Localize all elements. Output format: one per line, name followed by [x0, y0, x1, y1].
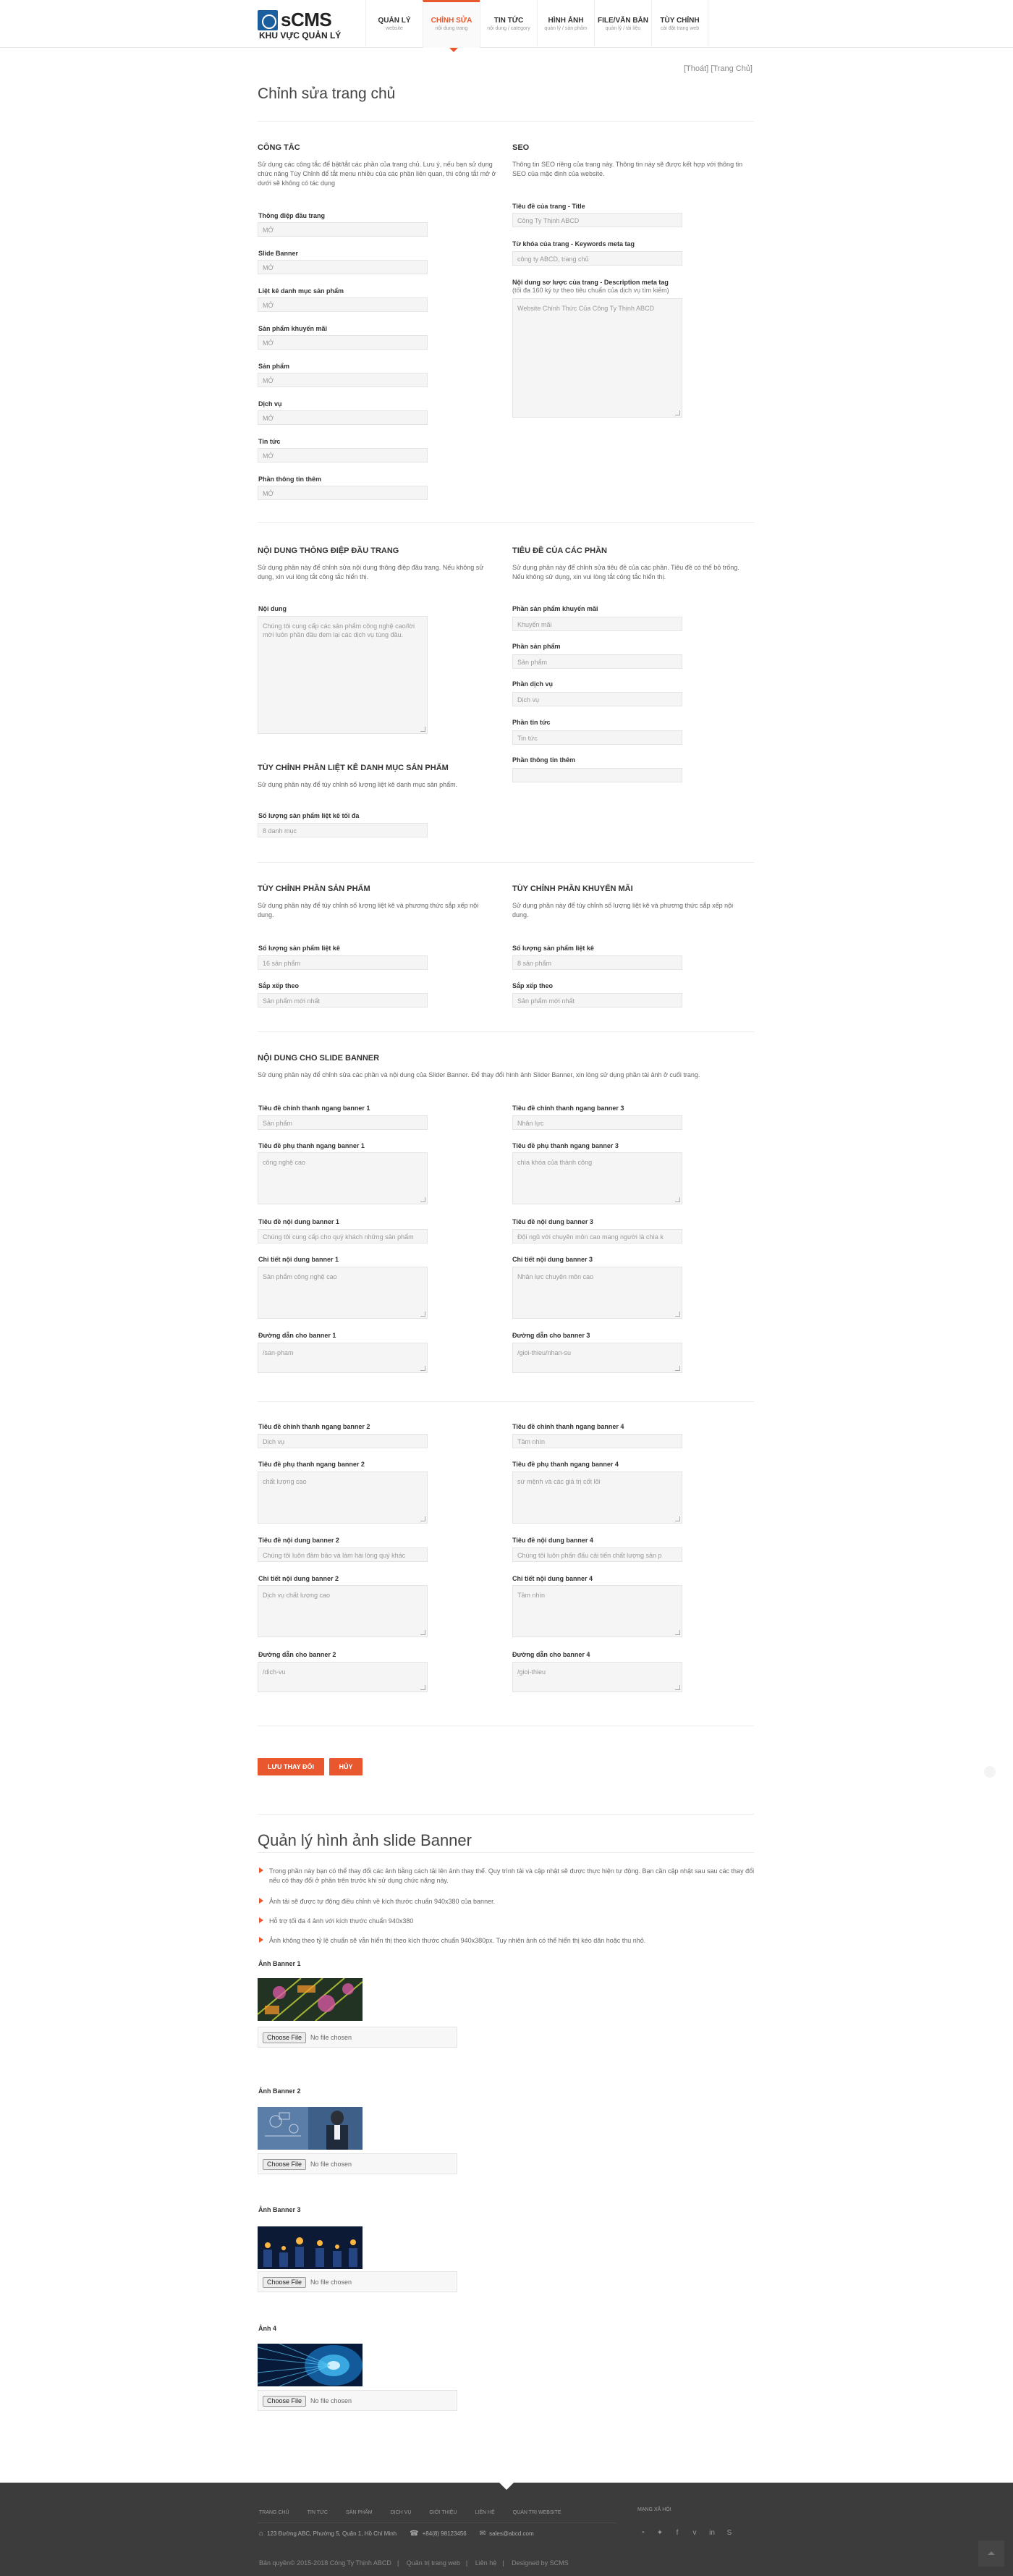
field-label: Phần thông tin thêm: [258, 476, 321, 483]
arrow-right-icon: [259, 1898, 263, 1904]
banner2-detail-textarea[interactable]: Dịch vụ chất lượng cao: [258, 1585, 428, 1637]
nav-item-tuy-chinh[interactable]: [651, 0, 708, 48]
nav-item-tin-tuc[interactable]: [480, 0, 537, 48]
switch-select[interactable]: MỞ: [258, 448, 428, 463]
switch-select[interactable]: MỞ: [258, 486, 428, 500]
nav-subtitle: website: [386, 26, 403, 31]
field-label: Nội dung: [258, 605, 287, 612]
field-label: Đường dẫn cho banner 4: [512, 1651, 590, 1658]
main-menu: [365, 0, 708, 48]
banner-image-1: [258, 1978, 363, 2021]
field-label: Tiêu đề nội dung banner 4: [512, 1537, 593, 1544]
section-heading: SEO: [512, 143, 530, 152]
field-label: Sản phẩm khuyến mãi: [258, 325, 328, 332]
page-title: Chỉnh sửa trang chủ: [258, 85, 396, 102]
divider: [258, 1031, 754, 1032]
section-titles-section: [512, 546, 751, 582]
divider: [258, 862, 754, 863]
brand-name: sCMS: [281, 9, 332, 30]
field-label: Tiêu đề nội dung banner 1: [258, 1218, 339, 1225]
field-label: Số lượng sản phẩm liệt kê: [512, 945, 594, 952]
side-scroll-indicator[interactable]: [984, 1766, 996, 1778]
banner-image-2: [258, 2107, 363, 2150]
nav-title: TIN TỨC: [493, 17, 524, 25]
social-links: [639, 2530, 743, 2537]
save-changes-button[interactable]: LƯU THAY ĐỔI: [258, 1758, 324, 1775]
footer-link[interactable]: DỊCH VỤ: [390, 2510, 412, 2515]
divider: [258, 1401, 754, 1402]
file-upload-2: [258, 2153, 457, 2174]
logo-icon: [258, 10, 278, 30]
section-heading: CÔNG TẮC: [258, 143, 300, 152]
field-label: Chi tiết nội dung banner 1: [258, 1256, 339, 1263]
switch-select[interactable]: MỞ: [258, 222, 428, 237]
nav-subtitle: cài đặt trang web: [660, 26, 700, 31]
linkedin-icon[interactable]: in: [709, 2529, 715, 2537]
promo-count-select[interactable]: 8 sản phẩm: [512, 955, 682, 970]
field-label: Slide Banner: [258, 250, 299, 257]
news-title-input[interactable]: Tin tức: [512, 730, 682, 745]
nav-item-file-van-ban[interactable]: [594, 0, 651, 48]
section-heading: TÙY CHỈNH PHẦN LIỆT KÊ DANH MỤC SẢN PHẨM: [258, 764, 449, 772]
section-heading: TÙY CHỈNH PHẦN SẢN PHẨM: [258, 884, 370, 893]
skype-icon[interactable]: S: [726, 2529, 732, 2537]
section-description: Sử dụng phần này để tùy chỉnh số lượng liệt kê danh mục sản phẩm.: [258, 781, 458, 788]
promo-title-input[interactable]: Khuyến mãi: [512, 617, 682, 631]
seo-section: [512, 143, 751, 179]
back-to-top-button[interactable]: [978, 2541, 1004, 2567]
banner1-subtitle-textarea[interactable]: công nghệ cao: [258, 1152, 428, 1204]
facebook-icon[interactable]: f: [676, 2529, 679, 2537]
nav-item-hinh-anh[interactable]: [537, 0, 594, 48]
product-sort-select[interactable]: Sản phẩm mới nhất: [258, 993, 428, 1008]
footer-contact: [259, 2530, 534, 2538]
section-heading: NỘI DUNG THÔNG ĐIỆP ĐẦU TRANG: [258, 546, 399, 555]
nav-subtitle: quản lý / tài liệu: [605, 26, 641, 31]
nav-title: HÌNH ẢNH: [548, 17, 584, 25]
header-message-section: [258, 546, 496, 582]
banner4-content-title-input[interactable]: Chúng tôi luôn phấn đấu cải tiến chất lượng sản p: [512, 1547, 682, 1562]
nav-subtitle: quản lý / sản phẩm: [544, 26, 588, 31]
section-description: Sử dụng phần này để tùy chỉnh số lượng liệt kê và phương thức sắp xếp nội dung.: [258, 902, 479, 919]
section-heading: NỘI DUNG CHO SLIDE BANNER: [258, 1054, 380, 1063]
footer-link[interactable]: TIN TỨC: [307, 2510, 329, 2515]
file-upload-1: [258, 2027, 457, 2048]
nav-title: CHỈNH SỬA: [431, 17, 472, 25]
banner2-subtitle-textarea[interactable]: chất lượng cao: [258, 1471, 428, 1524]
divider: [258, 1814, 754, 1815]
cancel-button[interactable]: HỦY: [329, 1758, 363, 1775]
field-label: Phần thông tin thêm: [512, 756, 575, 764]
field-label: Đường dẫn cho banner 1: [258, 1332, 336, 1339]
section-description: Sử dụng phần này để chỉnh sửa tiêu đề của các phần. Tiêu đề có thể bỏ trống. Nếu không sử dụng, xin vui lòng tắt công tắc hiển thị.: [512, 564, 739, 580]
field-label: Tiêu đề nội dung banner 3: [512, 1218, 593, 1225]
field-label: Tiêu đề phụ thanh ngang banner 4: [512, 1461, 619, 1468]
field-label: Chi tiết nội dung banner 4: [512, 1575, 593, 1582]
section-description: Sử dụng phần này để chỉnh sửa các phần và nội dung của Slider Banner. Để thay đổi hình ảnh Slider Banner, xin lòng sử dụng phần tài ảnh ở cuối trang.: [258, 1071, 700, 1078]
footer: [0, 2483, 1013, 2576]
field-label: Phần tin tức: [512, 719, 551, 726]
field-label: Ảnh 4: [258, 2325, 277, 2332]
banner1-detail-textarea[interactable]: Sản phẩm công nghệ cao: [258, 1267, 428, 1319]
file-status: No file chosen: [310, 2397, 352, 2404]
arrow-right-icon: [259, 1867, 263, 1873]
switch-select[interactable]: MỞ: [258, 373, 428, 387]
category-count-select[interactable]: 8 danh mục: [258, 823, 428, 837]
product-count-select[interactable]: 16 sản phẩm: [258, 955, 428, 970]
file-upload-3: [258, 2271, 457, 2292]
social-label: MẠNG XÃ HỘI: [637, 2507, 671, 2512]
banner4-detail-textarea[interactable]: Tầm nhìn: [512, 1585, 682, 1637]
header-message-textarea[interactable]: Chúng tôi cung cấp các sản phẩm công nghệ cao/lời mời luôn phần đầu đem lại các dịch vụ tùng đầu.: [258, 616, 428, 734]
banner3-subtitle-textarea[interactable]: chìa khóa của thành công: [512, 1152, 682, 1204]
field-label: Sắp xếp theo: [512, 982, 554, 989]
nav-item-quan-ly[interactable]: [365, 0, 423, 48]
designed-by-text: Designed by SCMS: [512, 2559, 569, 2567]
field-label: Sắp xếp theo: [258, 982, 300, 989]
file-status: No file chosen: [310, 2279, 352, 2286]
field-label: Tiêu đề chính thanh ngang banner 3: [512, 1105, 624, 1112]
banner1-main-title-input[interactable]: Sản phẩm: [258, 1115, 428, 1130]
switch-select[interactable]: MỞ: [258, 335, 428, 350]
category-list-section: [258, 764, 504, 790]
field-label: Đường dẫn cho banner 2: [258, 1651, 336, 1658]
file-upload-4: [258, 2390, 457, 2411]
seo-keywords-input[interactable]: công ty ABCD, trang chủ: [512, 251, 682, 266]
footer-copyright-line: Bản quyền© 2015-2018 Công Ty Thịnh ABCD | Quản trị trang web | Liên hệ | Designed by SCMS: [259, 2559, 569, 2567]
file-status: No file chosen: [310, 2034, 352, 2041]
footer-address: 123 Đường ABC, Phường 5, Quận 1, Hồ Chí Minh: [267, 2530, 397, 2537]
section-description: Sử dụng các công tắc để bật/tắt các phần của trang chủ. Lưu ý, nếu bạn sử dụng chức năng Tùy Chỉnh để tắt menu nhiều của các phần liên quan, thì công tắt mở ở dưới sẽ không có tác dụng: [258, 161, 496, 187]
note-item: Hỗ trợ tối đa 4 ảnh với kích thước chuẩn 940x380: [259, 1917, 758, 1926]
choose-file-button[interactable]: Choose File: [263, 2032, 306, 2043]
field-label: Số lượng sản phẩm liệt kê tối đa: [258, 812, 360, 819]
footer-link[interactable]: SẢN PHẨM: [346, 2510, 373, 2515]
field-label: Tiêu đề phụ thanh ngang banner 3: [512, 1142, 619, 1149]
field-label: Từ khóa của trang - Keywords meta tag: [512, 240, 635, 248]
section-description: Thông tin SEO riêng của trang này. Thông tin này sẽ được kết hợp với thông tin SEO của mặc định của website.: [512, 161, 743, 177]
banner2-link-textarea[interactable]: /dich-vu: [258, 1662, 428, 1692]
section-heading: TÙY CHỈNH PHẦN KHUYẾN MÃI: [512, 884, 633, 893]
field-label: Tiêu đề phụ thanh ngang banner 2: [258, 1461, 365, 1468]
field-hint: (tối đa 160 ký tự theo tiêu chuẩn của dịch vụ tìm kiếm): [512, 287, 669, 294]
footer-link[interactable]: GIỚI THIỆU: [429, 2510, 457, 2515]
switch-select[interactable]: MỞ: [258, 260, 428, 274]
divider: [258, 1852, 754, 1853]
banner3-link-textarea[interactable]: /gioi-thieu/nhan-su: [512, 1343, 682, 1373]
choose-file-button[interactable]: Choose File: [263, 2277, 306, 2288]
twitter-icon[interactable]: ✦: [656, 2529, 664, 2537]
field-label: Dịch vụ: [258, 400, 282, 407]
vimeo-icon[interactable]: v: [692, 2529, 697, 2537]
seo-title-input[interactable]: Công Ty Thịnh ABCD: [512, 213, 682, 227]
field-label: Phần sản phẩm khuyến mãi: [512, 605, 598, 612]
brand-logo[interactable]: [258, 9, 342, 41]
field-label: Tin tức: [258, 438, 281, 445]
field-label: Ảnh Banner 1: [258, 1960, 301, 1967]
nav-title: QUẢN LÝ: [378, 17, 411, 25]
switch-select[interactable]: MỞ: [258, 410, 428, 425]
switch-select[interactable]: MỞ: [258, 297, 428, 312]
nav-title: FILE/VĂN BẢN: [598, 17, 648, 25]
product-title-input[interactable]: Sản phẩm: [512, 654, 682, 669]
banner3-content-title-input[interactable]: Đội ngũ với chuyên môn cao mang người là chìa k: [512, 1229, 682, 1243]
nav-subtitle: nội dung / category: [487, 26, 530, 31]
seo-description-textarea[interactable]: Website Chính Thức Của Công Ty Thịnh ABCD: [512, 298, 682, 418]
banner2-main-title-input[interactable]: Dịch vụ: [258, 1434, 428, 1448]
field-label: Chi tiết nội dung banner 3: [512, 1256, 593, 1263]
field-label: Số lượng sản phẩm liệt kê: [258, 945, 340, 952]
field-label: Nội dung sơ lược của trang - Description meta tag: [512, 279, 669, 286]
divider: [258, 121, 754, 122]
home-link[interactable]: [Trang Chủ]: [711, 64, 753, 73]
breadcrumb: [684, 64, 753, 73]
rss-icon[interactable]: ◔: [640, 2529, 645, 2537]
banner3-detail-textarea[interactable]: Nhân lực chuyên môn cao: [512, 1267, 682, 1319]
section-heading: TIÊU ĐỀ CỦA CÁC PHẦN: [512, 546, 607, 555]
extra-info-title-input[interactable]: [512, 768, 682, 782]
banner4-subtitle-textarea[interactable]: sứ mệnh và các giá trị cốt lõi: [512, 1471, 682, 1524]
logout-link[interactable]: [Thoát]: [684, 64, 709, 73]
field-label: Tiêu đề của trang - Title: [512, 203, 585, 210]
switches-section: [258, 143, 496, 188]
slide-banner-section: [258, 1054, 757, 1080]
contact-link[interactable]: Liên hệ: [475, 2559, 497, 2567]
note-item: Ảnh tải sẽ được tự động điều chỉnh về kích thước chuẩn 940x380 của banner.: [259, 1897, 758, 1906]
field-label: Tiêu đề chính thanh ngang banner 4: [512, 1423, 624, 1430]
banner-images-heading: Quản lý hình ảnh slide Banner: [258, 1831, 472, 1849]
field-label: Chi tiết nội dung banner 2: [258, 1575, 339, 1582]
top-navigation-bar: [0, 0, 1013, 48]
file-status: No file chosen: [310, 2161, 352, 2168]
footer-email[interactable]: sales@abcd.com: [489, 2530, 534, 2537]
brand-subtitle: KHU VỰC QUẢN LÝ: [259, 30, 342, 41]
banner4-link-textarea[interactable]: /gioi-thieu: [512, 1662, 682, 1692]
field-label: Ảnh Banner 3: [258, 2206, 301, 2213]
footer-link[interactable]: TRANG CHỦ: [259, 2510, 289, 2515]
field-label: Tiêu đề phụ thanh ngang banner 1: [258, 1142, 365, 1149]
banner3-main-title-input[interactable]: Nhân lực: [512, 1115, 682, 1130]
field-label: Đường dẫn cho banner 3: [512, 1332, 590, 1339]
divider: [258, 522, 754, 523]
field-label: Tiêu đề nội dung banner 2: [258, 1537, 339, 1544]
field-label: Thông điệp đầu trang: [258, 212, 325, 219]
field-label: Tiêu đề chính thanh ngang banner 1: [258, 1105, 370, 1112]
phone-icon: ☎: [410, 2530, 419, 2538]
field-label: Ảnh Banner 2: [258, 2087, 301, 2095]
arrow-right-icon: [259, 1917, 263, 1923]
choose-file-button[interactable]: Choose File: [263, 2396, 306, 2407]
footer-nav: [259, 2510, 580, 2515]
section-description: Sử dụng phần này để chỉnh sửa nội dung thông điệp đầu trang. Nếu không sử dụng, xin vui lòng tắt công tắc hiển thị.: [258, 564, 484, 580]
banner-image-4: [258, 2344, 363, 2386]
promo-sort-select[interactable]: Sản phẩm mới nhất: [512, 993, 682, 1008]
promo-settings-section: [512, 884, 751, 920]
footer-phone: +84(8) 98123456: [422, 2530, 467, 2537]
banner-image-3: [258, 2226, 363, 2269]
field-label: Phần sản phẩm: [512, 643, 561, 650]
choose-file-button[interactable]: Choose File: [263, 2159, 306, 2170]
copyright-text: Bản quyền© 2015-2018 Công Ty Thịnh ABCD: [259, 2559, 391, 2567]
field-label: Phần dịch vụ: [512, 680, 554, 688]
arrow-right-icon: [259, 1937, 263, 1943]
footer-link[interactable]: LIÊN HỆ: [475, 2510, 495, 2515]
banner1-content-title-input[interactable]: Chúng tôi cung cấp cho quý khách những sản phẩm: [258, 1229, 428, 1243]
section-description: Sử dụng phần này để tùy chỉnh số lượng liệt kê và phương thức sắp xếp nội dung.: [512, 902, 734, 919]
nav-title: TÙY CHỈNH: [660, 17, 700, 25]
nav-item-chinh-sua[interactable]: [423, 0, 480, 48]
home-icon: ⌂: [259, 2530, 264, 2538]
field-label: Sản phẩm: [258, 363, 290, 370]
field-label: Tiêu đề chính thanh ngang banner 2: [258, 1423, 370, 1430]
banner2-content-title-input[interactable]: Chúng tôi luôn đảm bảo và làm hài lòng quý khác: [258, 1547, 428, 1562]
footer-link[interactable]: QUẢN TRỊ WEBSITE: [512, 2510, 561, 2515]
product-settings-section: [258, 884, 496, 920]
admin-link[interactable]: Quản trị trang web: [406, 2559, 460, 2567]
banner1-link-textarea[interactable]: /san-pham: [258, 1343, 428, 1373]
footer-divider: [258, 2522, 616, 2523]
note-item: Trong phần này bạn có thể thay đổi các ảnh bằng cách tải lên ảnh thay thế. Quy trình tải và cập nhật sẽ được thực hiện tự động. Bạn cần cập nhật sau sau các thay đổi nếu có thay đổi ở phần trên trước khi sử dụng chức năng này.: [259, 1867, 758, 1885]
service-title-input[interactable]: Dịch vụ: [512, 692, 682, 706]
email-icon: ✉: [479, 2530, 486, 2538]
note-item: Ảnh không theo tỷ lệ chuẩn sẽ vẫn hiển thị theo kích thước chuẩn 940x380px. Tuy nhiên ảnh có thể hiển thị kéo dãn hoặc thu nhỏ.: [259, 1936, 758, 1946]
field-label: Liệt kê danh mục sản phẩm: [258, 287, 344, 295]
banner4-main-title-input[interactable]: Tầm nhìn: [512, 1434, 682, 1448]
nav-subtitle: nội dung trang: [435, 26, 468, 31]
